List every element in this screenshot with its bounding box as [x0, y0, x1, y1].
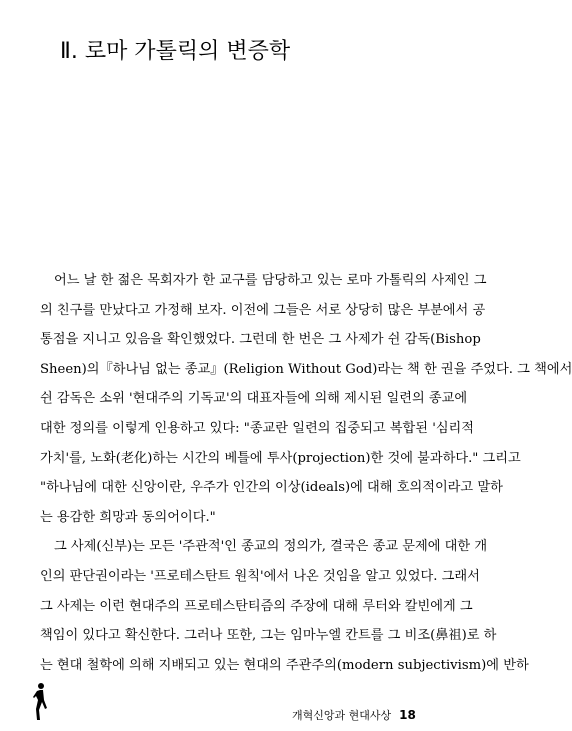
footer-page-number: 18 — [399, 708, 416, 722]
footer-book-title: 개혁신앙과 현대사상 — [292, 709, 392, 722]
body-line-6: 대한 정의를 이렇게 인용하고 있다: "종교란 일련의 집중되고 복합된 '심리적 — [40, 420, 475, 436]
body-line-1: 어느 날 한 젊은 목회자가 한 교구를 담당하고 있는 로마 가톨릭의 사제인 그 — [54, 273, 487, 288]
chapter-title: Ⅱ. 로마 가톨릭의 변증학 — [60, 39, 291, 64]
body-line-3: 통점을 지니고 있음을 확인했었다. 그런데 한 번은 그 사제가 쉰 감독(Bishop — [40, 332, 481, 348]
body-line-10: 그 사제(신부)는 모든 '주관적'인 종교의 정의가, 결국은 종교 문제에 대한 개 — [54, 539, 488, 555]
page-footer — [292, 707, 416, 723]
body-line-2: 의 친구를 만났다고 가정해 보자. 이전에 그들은 서로 상당히 많은 부분에서 공 — [40, 302, 486, 318]
body-line-12: 그 사제는 이런 현대주의 프로테스탄티즘의 주장에 대해 루터와 칼빈에게 그 — [40, 598, 473, 614]
body-text — [40, 266, 572, 680]
body-line-7: 가치'를, 노화(老化)하는 시간의 베틀에 투사(projection)한 것에 불과하다." 그리고 — [40, 450, 521, 466]
body-line-11: 인의 판단권이라는 '프로테스탄트 원칙'에서 나온 것임을 알고 있었다. 그래서 — [40, 568, 480, 584]
body-line-9: 는 용감한 희망과 동의어이다." — [40, 509, 216, 525]
body-line-4: Sheen)의『하나님 없는 종교』(Religion Without God)라는 책 한 권을 주었다. 그 책에서 — [40, 361, 572, 377]
body-line-14: 는 현대 철학에 의해 지배되고 있는 현대의 주관주의(modern subjectivism)에 반하 — [40, 657, 529, 673]
body-line-8: "하나님에 대한 신앙이란, 우주가 인간의 이상(ideals)에 대해 호의적이라고 말하 — [40, 480, 503, 496]
body-line-13: 책임이 있다고 확신한다. 그러나 또한, 그는 임마누엘 칸트를 그 비조(鼻祖)로 하 — [40, 628, 497, 644]
body-line-5: 쉰 감독은 소위 '현대주의 기독교'의 대표자들에 의해 제시된 일련의 종교에 — [40, 391, 468, 407]
walking-figure-icon — [32, 682, 50, 722]
